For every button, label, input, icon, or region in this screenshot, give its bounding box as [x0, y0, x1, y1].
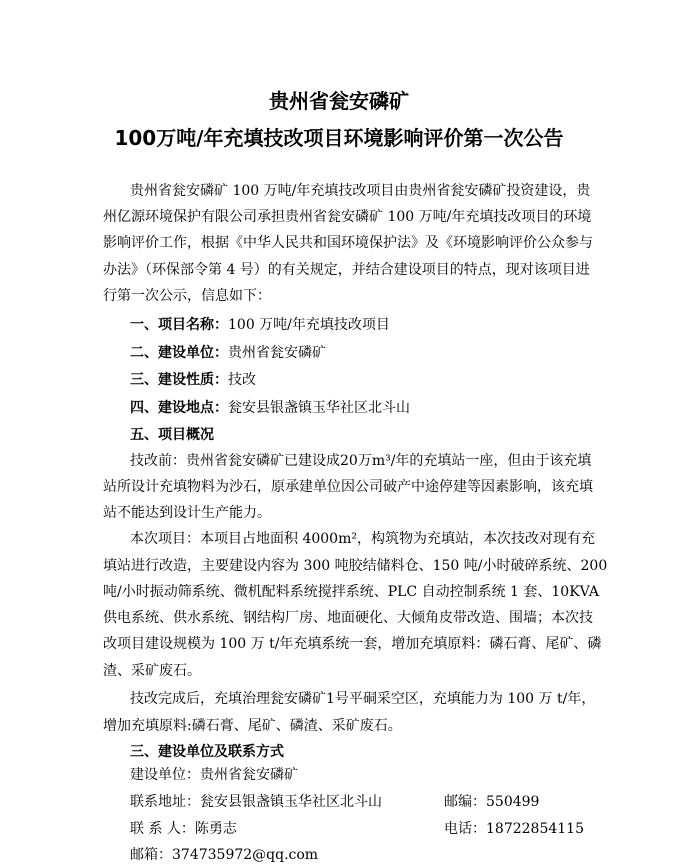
- before-line: 站所设计充填物料为沙石，原承建单位因公司破产中途停建等因素影响，该充填: [103, 479, 593, 495]
- intro-line: 影响评价工作，根据《中华人民共和国环境保护法》及《环境影响评价公众参与: [103, 235, 593, 251]
- item-value: 技改: [228, 372, 256, 388]
- contact-postcode: 邮编：550499: [444, 794, 540, 810]
- item-location: [130, 398, 410, 418]
- item-project-name: [130, 315, 390, 335]
- before-line: 站不能达到设计生产能力。: [103, 505, 271, 521]
- item-label: 四、建设地点：: [130, 400, 228, 416]
- intro-line: 行第一次公示，信息如下：: [103, 288, 271, 304]
- contact-address: 联系地址：瓮安县银盏镇玉华社区北斗山: [130, 794, 382, 810]
- contact-email: 邮箱：374735972@qq.com: [130, 847, 319, 863]
- item-label: 三、建设性质：: [130, 372, 228, 388]
- intro-line: 办法》（环保部令第 4 号）的有关规定，并结合建设项目的特点，现对该项目进: [103, 262, 590, 278]
- before-line: 技改前：贵州省瓮安磷矿已建设成20万m³/年的充填站一座，但由于该充填: [130, 453, 592, 469]
- contact-phone: 电话：18722854115: [444, 821, 584, 837]
- project-line: 渣、采矿废石。: [103, 663, 201, 679]
- project-line: 供电系统、供水系统、钢结构厂房、地面硬化、大倾角皮带改造、围墙；本次技: [103, 610, 593, 626]
- intro-line: 州亿源环境保护有限公司承担贵州省瓮安磷矿 100 万吨/年充填技改项目的环境: [103, 209, 592, 225]
- item-builder: [130, 343, 326, 363]
- notice-title-line1: 贵州省瓮安磷矿: [269, 89, 409, 113]
- contact-unit: 建设单位：贵州省瓮安磷矿: [130, 767, 298, 783]
- item-nature: [130, 370, 256, 390]
- item-value: 瓮安县银盏镇玉华社区北斗山: [228, 400, 410, 416]
- item-value: 100 万吨/年充填技改项目: [228, 317, 390, 333]
- notice-title-line2: 100万吨/年充填技改项目环境影响评价第一次公告: [114, 126, 564, 150]
- contact-heading: 三、建设单位及联系方式: [130, 744, 284, 760]
- after-line: 技改完成后，充填治理瓮安磷矿1号平硐采空区，充填能力为 100 万 t/年，: [130, 691, 596, 707]
- item-label: 一、项目名称：: [130, 317, 228, 333]
- contact-person: 联 系 人：陈勇志: [130, 821, 237, 837]
- project-line: 填站进行改造，主要建设内容为 300 吨胶结储料仓、150 吨/小时破碎系统、200: [103, 558, 608, 574]
- after-line: 增加充填原料:磷石膏、尾矿、磷渣、采矿废石。: [103, 718, 402, 734]
- item-label: 二、建设单位：: [130, 345, 228, 361]
- project-line: 吨/小时振动筛系统、微机配料系统搅拌系统、PLC 自动控制系统 1 套、10KVA: [103, 584, 599, 600]
- item-value: 贵州省瓮安磷矿: [228, 345, 326, 361]
- section-overview-heading: 五、项目概况: [130, 427, 214, 443]
- project-line: 改项目建设规模为 100 万 t/年充填系统一套，增加充填原料：磷石膏、尾矿、磷: [103, 636, 602, 652]
- intro-line: 贵州省瓮安磷矿 100 万吨/年充填技改项目由贵州省瓮安磷矿投资建设，贵: [130, 183, 591, 199]
- project-line: 本次项目：本项目占地面积 4000m²，构筑物为充填站，本次技改对现有充: [130, 531, 595, 547]
